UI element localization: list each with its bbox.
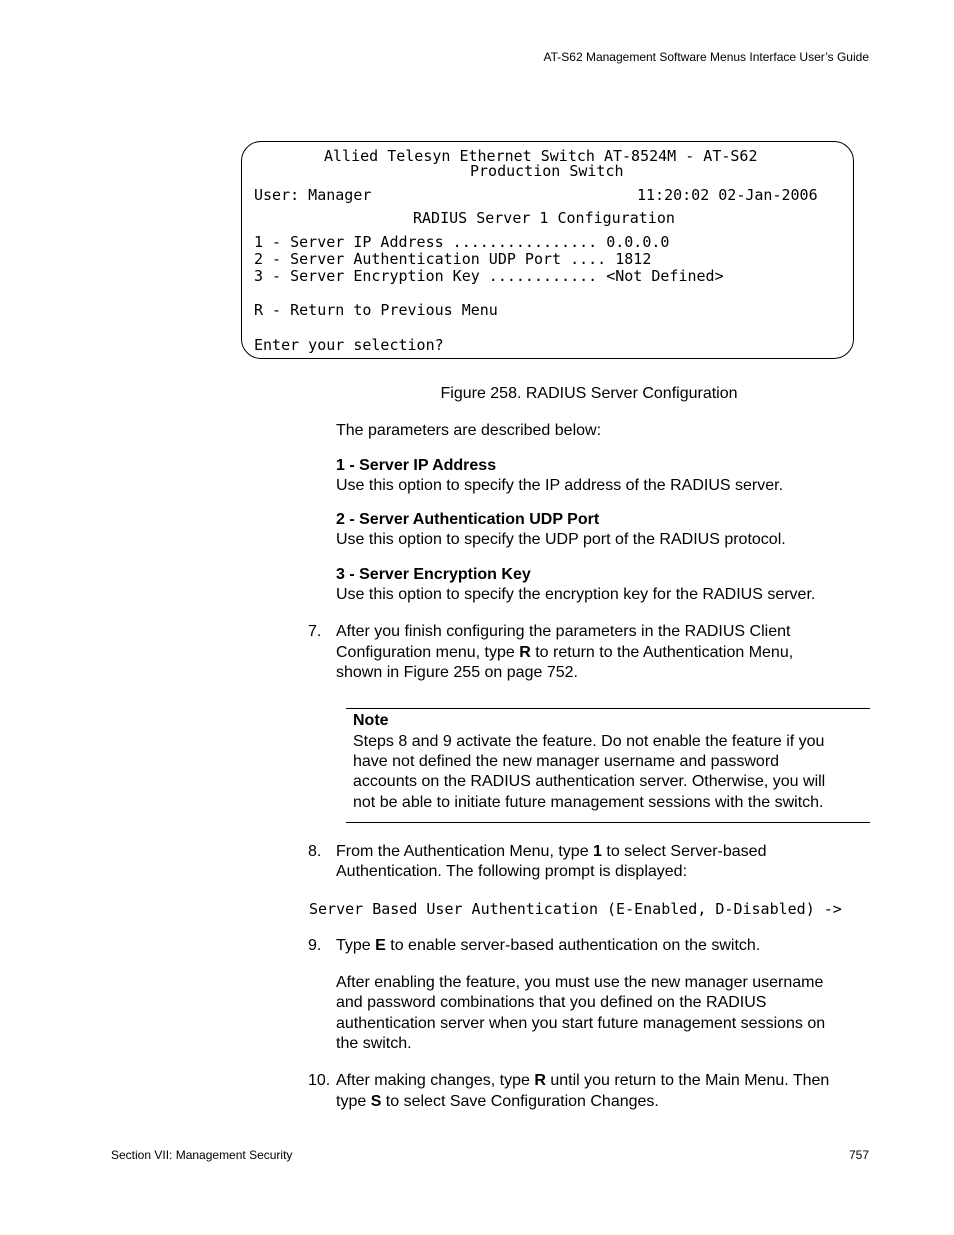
step-number: 8. [308, 843, 322, 860]
param-title: 1 - Server IP Address [336, 457, 497, 474]
param-desc: Use this option to specify the encryption key for the RADIUS server. [336, 586, 816, 603]
note-line: not be able to initiate future management sessions with the switch. [353, 794, 824, 811]
terminal-prompt: Enter your selection? [254, 336, 444, 354]
step9-para-line: and password combinations that you defined on the RADIUS [336, 994, 767, 1011]
step10-line: type S to select Save Configuration Changes. [336, 1093, 659, 1110]
param-title: 2 - Server Authentication UDP Port [336, 511, 600, 528]
terminal-title-line1: Allied Telesyn Ethernet Switch AT-8524M - AT-S62 [324, 147, 758, 165]
intro-text: The parameters are described below: [336, 422, 602, 439]
step8-line: From the Authentication Menu, type 1 to select Server-based [336, 843, 767, 860]
step9-para-line: the switch. [336, 1035, 412, 1052]
terminal-datetime: 11:20:02 02-Jan-2006 [637, 186, 818, 204]
footer-section: Section VII: Management Security [111, 1148, 293, 1162]
terminal-option: 1 - Server IP Address ................ 0.0.0.0 [254, 233, 670, 251]
param-desc: Use this option to specify the IP address of the RADIUS server. [336, 477, 784, 494]
key-r: R [534, 1072, 546, 1089]
step9-para-line: authentication server when you start future management sessions on [336, 1015, 826, 1032]
key-e: E [375, 937, 386, 954]
key-r: R [519, 644, 531, 661]
terminal-menu-title: RADIUS Server 1 Configuration [413, 209, 675, 227]
note-line: accounts on the RADIUS authentication server. Otherwise, you will [353, 773, 826, 790]
note-line: Steps 8 and 9 activate the feature. Do not enable the feature if you [353, 733, 825, 750]
terminal-title-line2: Production Switch [470, 162, 624, 180]
step-number: 7. [308, 623, 322, 640]
param-title: 3 - Server Encryption Key [336, 566, 531, 583]
step8-line: Authentication. The following prompt is displayed: [336, 863, 688, 880]
key-1: 1 [593, 843, 602, 860]
step-number: 10. [308, 1072, 331, 1089]
page-header: AT-S62 Management Software Menus Interface User’s Guide [543, 50, 869, 64]
prompt-code: Server Based User Authentication (E-Enabled, D-Disabled) -> [309, 900, 842, 918]
footer-page-number: 757 [848, 1148, 869, 1162]
step-number: 9. [308, 937, 322, 954]
terminal-option: 3 - Server Encryption Key ............ <Not Defined> [254, 267, 724, 285]
step10-line: After making changes, type R until you return to the Main Menu. Then [336, 1072, 830, 1089]
key-s: S [370, 1093, 382, 1110]
step9-para-line: After enabling the feature, you must use the new manager username [336, 974, 824, 991]
step7-line: Configuration menu, type R to return to the Authentication Menu, [336, 644, 794, 661]
figure-caption: Figure 258. RADIUS Server Configuration [440, 385, 738, 402]
note-title: Note [353, 712, 389, 729]
step7-line: shown in Figure 255 on page 752. [336, 664, 578, 681]
terminal-user: User: Manager [254, 186, 372, 204]
terminal-return-option: R - Return to Previous Menu [254, 301, 498, 319]
param-desc: Use this option to specify the UDP port of the RADIUS protocol. [336, 531, 786, 548]
step9-line: Type E to enable server-based authentication on the switch. [336, 937, 761, 954]
terminal-option: 2 - Server Authentication UDP Port .... 1812 [254, 250, 652, 268]
note-line: have not defined the new manager username and password [353, 753, 780, 770]
step7-line: After you finish configuring the parameters in the RADIUS Client [336, 623, 791, 640]
